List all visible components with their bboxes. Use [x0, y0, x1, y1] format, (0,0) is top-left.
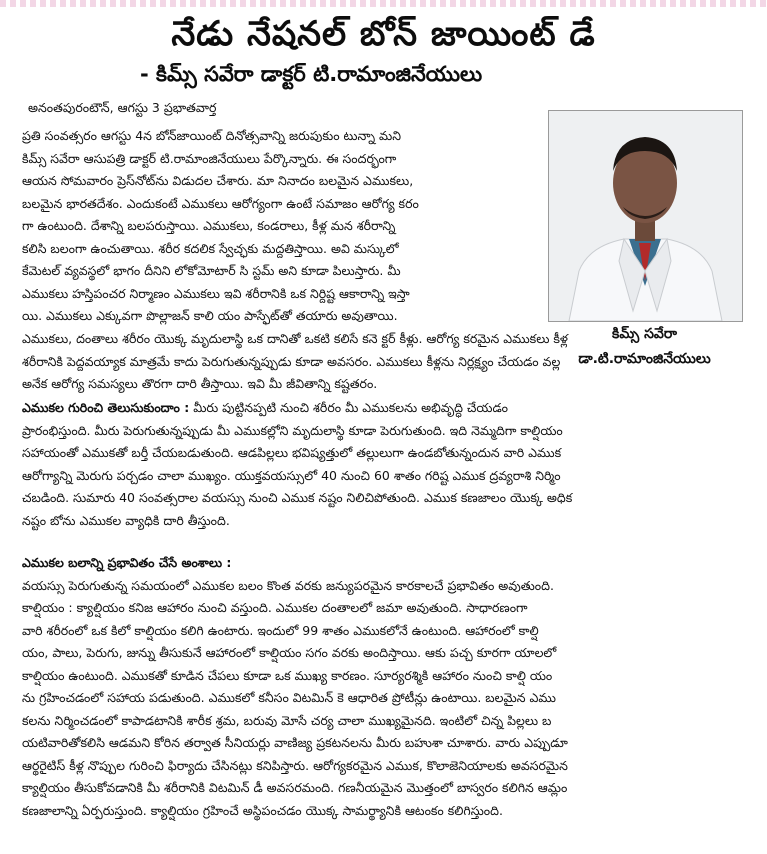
photo-caption-name: కిమ్స్ సవేరా [612, 326, 677, 342]
text-line: చబడింది. సుమారు 40 సంవత్సరాల వయస్సు నుంచి ఎముక నష్టం నిలిచిపోతుంది. ఎముక కణజాలం యొక్క అధిక [22, 490, 573, 505]
text-line: కలిసి బలంగా ఉంచుతాయి. శరీర కదలిక స్వేచ్ఛకు మద్దతిస్తాయి. అవి మస్కులో [22, 240, 399, 256]
text-line: క్యాల్షియం తీసుకోవడానికి మీ శరీరానికి విటమిన్ డీ అవసరమంది. గణనీయమైన మొత్తంలో బాస్వరం కలిగిన ఆమ్లం [22, 780, 568, 795]
photo-caption-doctor: డా.టి.రామాంజినేయులు [578, 351, 711, 367]
top-decorative-strip [0, 0, 767, 7]
article-subheadline: - కిమ్స్ సవేరా డాక్టర్ టి.రామాంజినేయులు [140, 62, 483, 86]
doctor-portrait-illustration [549, 111, 742, 321]
text-line: యం, పాలు, పెరుగు, జున్ను తీసుకునే ఆహారంలో కాల్షియం సగం వరకు అందిస్తాయి. ఆకు పచ్చ కూరగా యాలలో [22, 645, 557, 660]
text-line: కణజాలాన్ని ఏర్పరుస్తుంది. క్యాల్షియం గ్రహించే అస్థిపంచడం యొక్క సామర్థ్యానికి ఆటంకం కలిగిస్తుంది. [22, 802, 503, 818]
text-line: అనేక ఆరోగ్య సమస్యలు తొరగా దారి తీస్తాయి. ఇవి మీ జీవితాన్ని కష్టతరం. [22, 376, 378, 391]
text-line: ఆరోగ్యాన్ని మెరుగు పర్చడం చాలా ముఖ్యం. యుక్తవయస్సులో 40 నుంచి 60 శాతం గరిష్ట ఎముక ద్రవ్యరాశి నిర్మిం [22, 467, 561, 483]
text-line: గా ఉంటుంది. దేశాన్ని బలపరుస్తాయి. ఎముకలు, కండరాలు, కీళ్ల మన శరీరాన్ని [22, 218, 396, 233]
text-line: ప్రతి సంవత్సరం ఆగస్టు 4న బోన్‌జాయింట్ దినోత్సవాన్ని జరుపుకుం టున్నా మని [22, 128, 402, 143]
text-line: యి. ఎముకలు ఎక్కువగా పొల్లాజన్ కాలి యం పాస్ఫేట్‌తో తయారు అవుతాయి. [22, 308, 398, 323]
text-line: యటివారితోకలిసి ఆడమని కోరిన తర్వాత సీనియర్లు వాణిజ్య ప్రకటనలను మీరు బహుశా చూశారు. వారు ఎప్పుడూ [22, 735, 568, 750]
text-line: ప్రారంభిస్తుంది. మీరు పెరుగుతున్నప్పుడు మీ ఎముకల్లోని మృదులాస్థి కూడా పెరుగుతుంది. ఇది నెమ్మదిగా కాల్షియం [22, 422, 563, 438]
text-line: ఎముకలు, దంతాలు శరీరం యొక్క మృదులాస్థి ఒక దానితో ఒకటి కలిసే కనె క్టర్ కీళ్లు. ఆరోగ్య కరమైన ఎముకలు కీళ్ల [22, 331, 568, 346]
section1-first-line [22, 397, 754, 420]
section2-paragraph [22, 552, 754, 822]
intro-continuation [22, 328, 754, 396]
section1-heading: ఎముకల గురించి తెలుసుకుందాం : [22, 400, 190, 415]
text-line: ఎముకలు హస్తిపంచర నిర్మాణం ఎముకలు ఇవి శరీరానికి ఒక నిర్దిష్ట ఆకారాన్ని ఇస్తా [22, 285, 410, 301]
text-line: కాల్షియం ఉంటుంది. ఎముకతో కూడిన చేపలు కూడా ఒక ముఖ్య కారణం. సూర్యరశ్మికి ఆహారం నుంచి కాల్షి యం [22, 667, 553, 683]
doctor-photo [548, 110, 743, 322]
text-line: వయస్సు పెరుగుతున్న సమయంలో ఎముకల బలం కొంత వరకు జన్యుపరమైన కారకాలచే ప్రభావితం అవుతుంది. [22, 577, 554, 593]
dateline: అనంతపురంటౌన్, ఆగస్టు 3 ప్రభాతవార్త [28, 100, 217, 115]
text-line: శరీరానికి పెద్దవయ్యాక మాత్రమే కాదు పెరుగుతున్నప్పుడు కూడా అవసరం. ఎముకలు కీళ్లను నిర్లక్ష్యం చేయడం వల్ల [22, 353, 561, 369]
text-line: ఆయన సోమవారం ప్రెస్‌నోట్‌ను విడుదల చేశారు. మా నినాదం బలమైన ఎముకలు, [22, 173, 414, 188]
article-headline: నేడు నేషనల్ బోన్ జాయింట్ డే [171, 14, 596, 54]
text-line: ను గ్రహించడంలో సహాయ పడుతుంది. ఎముకలో కనీసం విటమిన్ కె ఆధారిత ప్రోటీన్లు ఉంటాయి. బలమైన ఎము [22, 690, 556, 705]
text-line: కాల్షియం : క్యాల్షియం కనిజ ఆహారం నుంచి వస్తుంది. ఎముకల దంతాలలో జమా అవుతుంది. సాధారణంగా [22, 600, 528, 615]
intro-paragraph [22, 125, 542, 328]
section2-heading: ఎముకల బలాన్ని ప్రభావితం చేసే అంశాలు : [22, 555, 232, 570]
text-line: సహాయంతో ఎముకతో బర్తీ చేయబడుతుంది. ఆడపిల్లలు భవిష్యత్తులో తల్లులుగా ఉండబోతున్నందున వారి ఎముక [22, 445, 562, 460]
text-line: ఆర్థరైటిస్ కీళ్ల నొప్పుల గురించి ఫిర్యాదు చేసినట్లు కనిపిస్తారు. ఆరోగ్యకరమైన ఎముక, కొలాజెనియాలకు అవసరమైన [22, 757, 568, 773]
text-line: నష్టం బోను ఎముకల వ్యాధికి దారి తీస్తుంది. [22, 512, 230, 528]
section1-first-text: మీరు పుట్టినప్పటి నుంచి శరీరం మీ ఎముకలను అభివృద్ధి చేయడం [193, 400, 508, 415]
text-line: కలను నిర్మించడంలో కాపాడటానికి శారీక శ్రమ, బరువు మోసే చర్య చాలా ముఖ్యమైనది. ఇంటిలో చిన్న పిల్లలు బ [22, 712, 552, 728]
text-line: కేమెటల్ వ్యవస్థలో భాగం దీనిని లోకోమోటార్ సి స్టమ్ అని కూడా పిలుస్తారు. మీ [22, 263, 401, 278]
text-line: వారి శరీరంలో ఒక కిలో కాల్షియం కలిగి ఉంటారు. ఇందులో 99 శాతం ఎముకలోనే ఉంటుంది. ఆహారంలో కాల్షి [22, 622, 539, 638]
section1-paragraph [22, 397, 754, 532]
text-line: బలమైన భారతదేశం. ఎందుకంటే ఎముకలు ఆరోగ్యంగా ఉంటే సమాజం ఆరోగ్య కరం [22, 195, 419, 211]
text-line: కిమ్స్ సవేరా ఆసుపత్రి డాక్టర్ టి.రామాంజినేయులు పేర్కొన్నారు. ఈ సందర్భంగా [22, 150, 397, 166]
